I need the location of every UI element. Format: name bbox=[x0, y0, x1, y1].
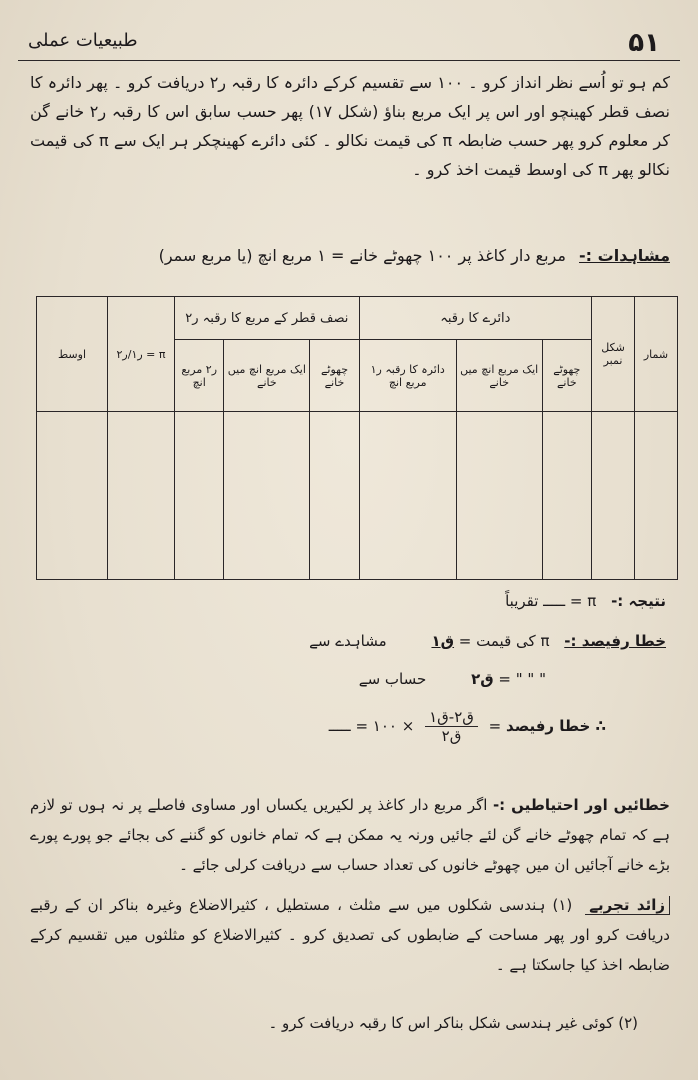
table-cell bbox=[310, 412, 359, 580]
table-cell bbox=[108, 412, 175, 580]
error-row-percent: ∴ خطا رفیصد = $\frac{\text{ق۲-ق۱}}{\text{ق۲}}$ × ۱۰۰ = ـــــ bbox=[328, 708, 606, 745]
col-average: اوسط bbox=[37, 297, 108, 412]
table-cell bbox=[456, 412, 542, 580]
error-fraction-num: ق۲-ق۱ bbox=[425, 708, 478, 727]
error-fraction-den: ق۲ bbox=[441, 727, 462, 745]
error-fraction bbox=[425, 708, 478, 745]
col-r2-sqin: ر۲ مربع انچ bbox=[175, 340, 224, 412]
page-number: ۵۱ bbox=[628, 28, 660, 58]
table-cell bbox=[542, 412, 591, 580]
error-block bbox=[46, 632, 666, 758]
error-percent-label: ∴ خطا رفیصد bbox=[506, 717, 606, 735]
observation-table bbox=[36, 296, 678, 580]
extra-experiments bbox=[30, 890, 670, 980]
col-small-squares-circle: چھوٹے خانے bbox=[542, 340, 591, 412]
error-row-calculated: " " " = ق۲ حساب سے bbox=[358, 670, 546, 688]
header-rule bbox=[18, 60, 680, 61]
table-cell bbox=[635, 412, 678, 580]
col-pi-ratio: π = ر۱/ر۲ bbox=[108, 297, 175, 412]
book-title: طبیعیات عملی bbox=[28, 30, 138, 51]
table-cell bbox=[359, 412, 456, 580]
col-serial: شمار bbox=[635, 297, 678, 412]
error-pi-text: π کی قیمت bbox=[476, 632, 550, 650]
col-small-squares-square: چھوٹے خانے bbox=[310, 340, 359, 412]
precautions-paragraph bbox=[30, 790, 670, 880]
error-ditto: " " " bbox=[515, 670, 546, 688]
error-row-observed: خطا رفیصد :- π کی قیمت = ق۱ مشاہدے سے bbox=[309, 632, 666, 650]
table-cell bbox=[37, 412, 108, 580]
extra-label: زائد تجربے bbox=[585, 896, 670, 915]
col-squares-per-inch-circle: ایک مربع انچ میں خانے bbox=[456, 340, 542, 412]
extra-item-2: (۲) کوئی غیر ہندسی شکل بناکر اس کا رقبہ دریافت کرو ۔ bbox=[268, 1014, 638, 1032]
observations-text: مربع دار کاغذ پر ۱۰۰ چھوٹے خانے = ۱ مربع انچ (یا مربع سمر) bbox=[158, 246, 566, 265]
col-figure-no: شکل نمبر bbox=[592, 297, 635, 412]
intro-paragraph: کم ہو تو اُسے نظر انداز کرو ۔ ۱۰۰ سے تقسیم کرکے دائرہ کا رقبہ ر۲ دریافت کرو ۔ پھر دائرہ کا نصف قطر کھینچو اور اس پر ایک مربع بناؤ (شکل ۱۷) پھر حسب سابق اس کا رقبہ ر۲ خانے گن کر معلوم کرو پھر حسب ضابطہ π کی قیمت نکالو ۔ کئی دائرے کھینچکر ہر ایک سے π کی قیمت نکالو پھر π کی اوسط قیمت اخذ کرو ۔ bbox=[30, 73, 671, 179]
error-observed-note: مشاہدے سے bbox=[309, 632, 387, 650]
error-q1: ق۱ bbox=[431, 632, 455, 650]
col-circle-area-sqin: دائرہ کا رقبہ ر۱ مربع انچ bbox=[359, 340, 456, 412]
table-row bbox=[37, 412, 678, 580]
group-square-area: نصف قطر کے مربع کا رقبہ ر۲ bbox=[175, 297, 360, 340]
observations-label: مشاہدات :- bbox=[579, 246, 670, 265]
error-calculated-note: حساب سے bbox=[358, 670, 427, 688]
error-tail: × ۱۰۰ = ـــــ bbox=[328, 717, 415, 735]
result-line bbox=[26, 592, 666, 610]
page-header bbox=[18, 22, 680, 62]
table-cell bbox=[592, 412, 635, 580]
precautions-text: اگر مربع دار کاغذ پر لکیریں یکساں اور مساوی فاصلے پر نہ ہوں تو لازم ہے کہ تمام چھوٹے خانے گن لئے جائیں ورنہ یہ ممکن ہے کہ تمام خانوں کو گننے کی بجائے جو پورے پورے بڑے خانے آجائیں ان میں چھوٹے خانوں کی تعداد حساب سے دریافت کرلی جائے ۔ bbox=[30, 796, 670, 874]
table-cell bbox=[224, 412, 310, 580]
error-q2: ق۲ bbox=[471, 670, 494, 688]
observations-line bbox=[30, 246, 670, 265]
result-label: نتیجہ :- bbox=[611, 592, 666, 610]
group-circle-area: دائرے کا رقبہ bbox=[359, 297, 591, 340]
table-cell bbox=[175, 412, 224, 580]
col-squares-per-inch-square: ایک مربع انچ میں خانے bbox=[224, 340, 310, 412]
error-label: خطا رفیصد :- bbox=[564, 632, 666, 650]
extra-item-1: (۱) ہندسی شکلوں میں سے مثلث ، مستطیل ، کثیرالاضلاع وغیرہ بناکر ان کے رقبے دریافت کرو اور پھر مساحت کے ضابطوں کی تصدیق کرو ۔ کثیرالاضلاع کو مثلثوں میں تقسیم کرکے ضابطہ اخذ کیا جاسکتا ہے ۔ bbox=[30, 896, 670, 974]
precautions-label: خطائیں اور احتیاطیں :- bbox=[492, 796, 670, 814]
result-text: π = ـــــ تقریباً bbox=[505, 592, 597, 610]
